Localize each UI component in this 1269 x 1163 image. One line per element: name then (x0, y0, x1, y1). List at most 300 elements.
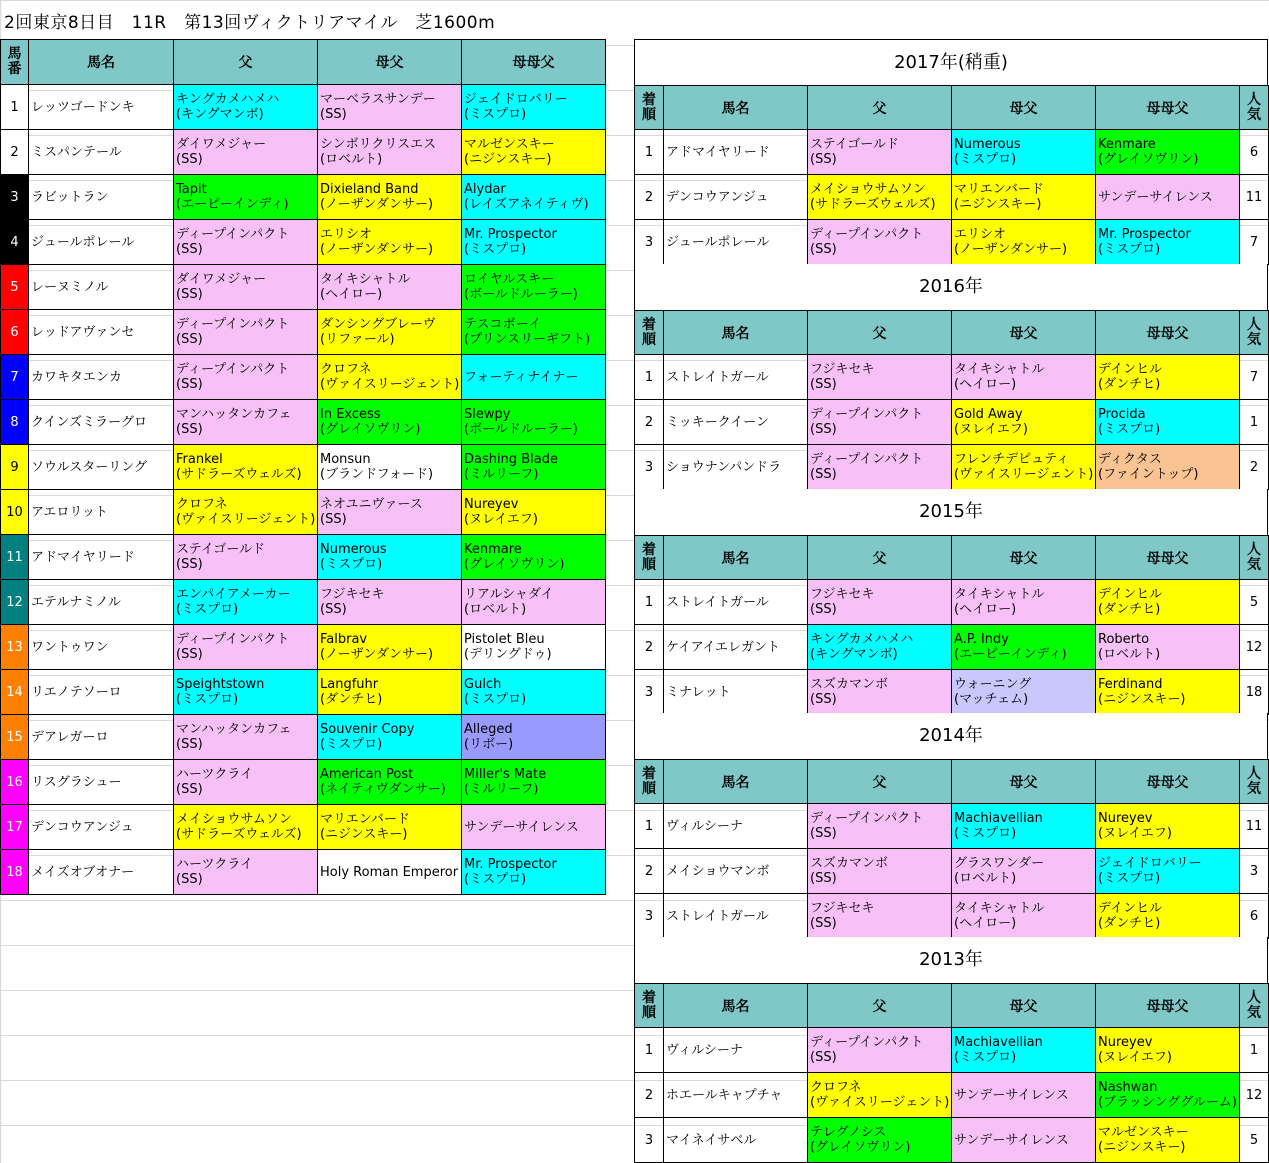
table-row (1, 400, 606, 445)
year-header: 2014年 (634, 713, 1268, 759)
dam-dam-sire-cell-line: サンデーサイレンス (464, 819, 579, 835)
col-header-name: 馬名 (664, 984, 808, 1028)
sire-cell-line: (SS) (810, 916, 837, 931)
sire-cell (174, 310, 318, 355)
sire-cell-line: フジキセキ (810, 901, 875, 916)
horse-name: カワキタエンカ (29, 355, 174, 400)
dam-sire-cell (952, 1118, 1096, 1163)
results-table (634, 759, 1269, 939)
finish-rank: 3 (635, 445, 664, 490)
popularity: 18 (1240, 670, 1269, 715)
dam-sire-cell (952, 400, 1096, 445)
horse-number: 13 (1, 625, 29, 670)
col-header-dam-dam-sire: 母母父 (1096, 86, 1240, 130)
sire-cell-line: (SS) (810, 826, 837, 841)
col-header-name: 馬名 (664, 311, 808, 355)
col-header-popularity: 人気 (1240, 536, 1269, 580)
results-table (634, 310, 1269, 490)
horse-number: 16 (1, 760, 29, 805)
table-row (635, 445, 1269, 490)
dam-dam-sire-cell-line: (ボールドルーラー) (464, 287, 578, 302)
dam-sire-cell-line: タイキシャトル (320, 272, 411, 287)
horse-name: デアレガーロ (29, 715, 174, 760)
col-header-dam-sire: 母父 (952, 86, 1096, 130)
horse-number: 9 (1, 445, 29, 490)
dam-sire-cell-line: (ロベルト) (954, 871, 1017, 886)
dam-dam-sire-cell (462, 580, 606, 625)
table-row (1, 670, 606, 715)
dam-sire-cell (952, 175, 1096, 220)
sire-cell-line: (SS) (176, 152, 203, 167)
horse-name: ジュールポレール (664, 220, 808, 265)
sire-cell-line: ディープインパクト (810, 227, 924, 242)
dam-dam-sire-cell (462, 400, 606, 445)
dam-dam-sire-cell-line: (ミスプロ) (464, 872, 527, 887)
sire-cell-line: フジキセキ (810, 587, 875, 602)
sire-cell-line: ハーツクライ (176, 857, 253, 872)
finish-rank: 2 (635, 400, 664, 445)
dam-sire-cell (318, 355, 462, 400)
dam-dam-sire-cell (1096, 625, 1240, 670)
dam-dam-sire-cell (462, 175, 606, 220)
dam-sire-cell-line: シンボリクリスエス (320, 137, 437, 152)
sire-cell (174, 670, 318, 715)
dam-sire-cell-line: (リファール) (320, 332, 395, 347)
col-header-name: 馬名 (664, 86, 808, 130)
sire-cell-line: ディープインパクト (810, 452, 924, 467)
dam-dam-sire-cell-line: Nureyev (1098, 811, 1153, 826)
dam-dam-sire-cell-line: (ミルリーフ) (464, 782, 539, 797)
col-header-name: 馬名 (29, 40, 174, 85)
dam-dam-sire-cell-line: Nureyev (464, 497, 519, 512)
dam-sire-cell-line: (SS) (320, 602, 347, 617)
dam-sire-cell (952, 894, 1096, 939)
col-header-dam-dam-sire: 母母父 (1096, 760, 1240, 804)
dam-dam-sire-cell-line: Nashwan (1098, 1080, 1158, 1095)
dam-sire-cell-line: American Post (320, 767, 414, 782)
horse-name: ケイアイエレガント (664, 625, 808, 670)
dam-sire-cell-line: マーベラスサンデー (320, 92, 436, 107)
sire-cell (808, 1118, 952, 1163)
horse-name: ラビットラン (29, 175, 174, 220)
year-header: 2015年 (634, 489, 1268, 535)
sire-cell-line: (ミスプロ) (176, 692, 239, 707)
table-row (1, 625, 606, 670)
sire-cell-line: Speightstown (176, 677, 265, 692)
sire-cell-line: エンパイアメーカー (176, 587, 291, 602)
horse-name: アドマイヤリード (664, 130, 808, 175)
sire-cell (808, 445, 952, 490)
sire-cell-line: クロフネ (176, 497, 228, 512)
sire-cell (808, 894, 952, 939)
sire-cell-line: メイショウサムソン (176, 812, 292, 827)
table-row (635, 400, 1269, 445)
table-row (1, 130, 606, 175)
dam-dam-sire-cell-line: (ニジンスキー) (464, 152, 552, 167)
dam-sire-cell-line: (ノーザンダンサー) (320, 242, 434, 257)
horse-name: メイズオブオナー (29, 850, 174, 895)
finish-rank: 3 (635, 1118, 664, 1163)
sire-cell-line: メイショウサムソン (810, 182, 926, 197)
horse-name: ミスパンテール (29, 130, 174, 175)
horse-name: デンコウアンジュ (664, 175, 808, 220)
dam-dam-sire-cell-line: (ダンチヒ) (1098, 377, 1161, 392)
dam-dam-sire-cell-line: デインヒル (1098, 587, 1163, 602)
sire-cell (808, 130, 952, 175)
dam-dam-sire-cell-line: (ニジンスキー) (1098, 692, 1186, 707)
col-header-dam-sire: 母父 (952, 984, 1096, 1028)
dam-dam-sire-cell-line: (ファイントップ) (1098, 467, 1199, 482)
dam-sire-cell-line: (ヴァイスリージェント) (320, 377, 460, 392)
col-header-name: 馬名 (664, 536, 808, 580)
dam-dam-sire-cell-line: (ミスプロ) (1098, 242, 1161, 257)
table-row (1, 580, 606, 625)
dam-dam-sire-cell-line: Mr. Prospector (1098, 227, 1191, 242)
horse-name: レーヌミノル (29, 265, 174, 310)
dam-sire-cell (952, 1028, 1096, 1073)
dam-dam-sire-cell-line: (ニジンスキー) (1098, 1140, 1186, 1155)
dam-sire-cell-line: エリシオ (954, 227, 1007, 242)
dam-sire-cell (318, 625, 462, 670)
dam-sire-cell (318, 220, 462, 265)
dam-sire-cell-line: (ミスプロ) (954, 1050, 1017, 1065)
horse-name: ジュールポレール (29, 220, 174, 265)
popularity: 5 (1240, 1118, 1269, 1163)
sire-cell-line: (SS) (176, 332, 203, 347)
table-row (1, 265, 606, 310)
dam-dam-sire-cell-line: Mr. Prospector (464, 227, 557, 242)
horse-number: 1 (1, 85, 29, 130)
sire-cell (174, 265, 318, 310)
entries-table (0, 39, 606, 895)
sire-cell-line: ディープインパクト (810, 1035, 924, 1050)
horse-name: デンコウアンジュ (29, 805, 174, 850)
table-row (635, 894, 1269, 939)
sire-cell (808, 175, 952, 220)
sire-cell-line: ダイワメジャー (176, 137, 267, 152)
col-header-rank: 着順 (635, 984, 664, 1028)
dam-sire-cell-line: サンデーサイレンス (954, 1087, 1069, 1103)
sheet-title: 2回東京8日目 11R 第13回ヴィクトリアマイル 芝1600m (4, 13, 496, 33)
horse-name: レッドアヴァンセ (29, 310, 174, 355)
dam-sire-cell-line: Monsun (320, 452, 371, 467)
sire-cell-line: キングカメハメハ (176, 92, 280, 107)
dam-sire-cell-line: ダンシングブレーヴ (320, 317, 436, 332)
dam-sire-cell-line: (SS) (320, 107, 347, 122)
sire-cell-line: (SS) (176, 782, 203, 797)
sire-cell (174, 850, 318, 895)
dam-dam-sire-cell (462, 535, 606, 580)
results-table (634, 535, 1269, 715)
table-row (635, 849, 1269, 894)
col-header-dam-dam-sire: 母母父 (1096, 536, 1240, 580)
dam-sire-cell (318, 445, 462, 490)
table-row (1, 490, 606, 535)
dam-dam-sire-cell-line: (ロベルト) (464, 602, 527, 617)
dam-dam-sire-cell (1096, 1118, 1240, 1163)
year-header: 2016年 (634, 264, 1268, 310)
dam-sire-cell (952, 445, 1096, 490)
dam-sire-cell-line: (ヘイロー) (954, 377, 1017, 392)
dam-dam-sire-cell (462, 490, 606, 535)
table-row (1, 850, 606, 895)
sire-cell-line: (SS) (810, 871, 837, 886)
col-header-name: 馬名 (664, 760, 808, 804)
dam-sire-cell (952, 130, 1096, 175)
dam-sire-cell-line: (ミスプロ) (954, 152, 1017, 167)
sire-cell (808, 1073, 952, 1118)
table-row (635, 175, 1269, 220)
sire-cell (174, 625, 318, 670)
sire-cell-line: (キングマンボ) (810, 647, 898, 662)
dam-sire-cell-line: Souvenir Copy (320, 722, 415, 737)
sire-cell-line: ステイゴールド (810, 137, 900, 152)
dam-sire-cell-line: マリエンバード (954, 182, 1044, 197)
dam-sire-cell-line: In Excess (320, 407, 381, 422)
sire-cell-line: スズカマンボ (810, 856, 889, 871)
table-row (635, 580, 1269, 625)
finish-rank: 2 (635, 175, 664, 220)
finish-rank: 3 (635, 670, 664, 715)
col-header-dam-dam-sire: 母母父 (1096, 311, 1240, 355)
table-row (635, 625, 1269, 670)
col-header-rank: 着順 (635, 760, 664, 804)
col-header-num: 馬番 (1, 40, 29, 85)
table-row (1, 220, 606, 265)
sire-cell (174, 175, 318, 220)
sire-cell (174, 445, 318, 490)
dam-dam-sire-cell (1096, 849, 1240, 894)
col-header-sire: 父 (808, 311, 952, 355)
results-table (634, 983, 1269, 1163)
finish-rank: 3 (635, 220, 664, 265)
sire-cell-line: マンハッタンカフェ (176, 407, 292, 422)
dam-dam-sire-cell (1096, 670, 1240, 715)
sire-cell-line: (ミスプロ) (176, 602, 239, 617)
dam-sire-cell-line: タイキシャトル (954, 362, 1045, 377)
sire-cell (174, 400, 318, 445)
sire-cell-line: (SS) (176, 557, 203, 572)
sire-cell-line: (SS) (810, 422, 837, 437)
sire-cell-line: フジキセキ (810, 362, 875, 377)
col-header-rank: 着順 (635, 536, 664, 580)
col-header-dam-sire: 母父 (952, 311, 1096, 355)
dam-dam-sire-cell-line: マルゼンスキー (1098, 1125, 1189, 1140)
dam-dam-sire-cell-line: Miller's Mate (464, 767, 547, 782)
table-row (635, 355, 1269, 400)
sire-cell (174, 760, 318, 805)
dam-sire-cell (318, 400, 462, 445)
sire-cell (808, 400, 952, 445)
horse-number: 11 (1, 535, 29, 580)
dam-sire-cell-line: タイキシャトル (954, 587, 1045, 602)
dam-dam-sire-cell-line: ディクタス (1098, 452, 1162, 467)
dam-sire-cell-line: (エーピーインディ) (954, 647, 1067, 662)
dam-dam-sire-cell-line: Alydar (464, 182, 506, 197)
sire-cell-line: ディープインパクト (810, 811, 924, 826)
dam-dam-sire-cell (462, 805, 606, 850)
sire-cell (808, 1028, 952, 1073)
dam-dam-sire-cell-line: テスコボーイ (464, 317, 542, 332)
dam-dam-sire-cell (1096, 175, 1240, 220)
dam-dam-sire-cell-line: (デリングドゥ) (464, 647, 552, 662)
table-row (1, 85, 606, 130)
table-row (635, 1073, 1269, 1118)
sire-cell (174, 535, 318, 580)
sire-cell-line: (SS) (810, 467, 837, 482)
dam-dam-sire-cell (462, 625, 606, 670)
dam-dam-sire-cell (462, 130, 606, 175)
dam-dam-sire-cell-line: (ダンチヒ) (1098, 602, 1161, 617)
dam-sire-cell-line: グラスワンダー (954, 856, 1045, 871)
dam-sire-cell-line: (ノーザンダンサー) (320, 197, 434, 212)
dam-sire-cell-line: A.P. Indy (954, 632, 1009, 647)
dam-dam-sire-cell (1096, 355, 1240, 400)
sire-cell-line: (SS) (810, 152, 837, 167)
sire-cell-line: ハーツクライ (176, 767, 253, 782)
dam-sire-cell-line: Dixieland Band (320, 182, 419, 197)
dam-sire-cell (952, 355, 1096, 400)
dam-sire-cell (318, 175, 462, 220)
horse-name: クインズミラーグロ (29, 400, 174, 445)
dam-sire-cell-line: (ロベルト) (320, 152, 383, 167)
sire-cell-line: (キングマンボ) (176, 107, 264, 122)
dam-dam-sire-cell-line: (ダンチヒ) (1098, 916, 1161, 931)
popularity: 11 (1240, 175, 1269, 220)
horse-number: 17 (1, 805, 29, 850)
dam-dam-sire-cell-line: Kenmare (1098, 137, 1156, 152)
year-header: 2017年(稍重) (634, 39, 1268, 85)
table-row (635, 130, 1269, 175)
horse-name: ホエールキャプチャ (664, 1073, 808, 1118)
sire-cell-line: (SS) (176, 242, 203, 257)
table-row (1, 535, 606, 580)
sire-cell-line: (SS) (176, 737, 203, 752)
horse-number: 18 (1, 850, 29, 895)
finish-rank: 2 (635, 849, 664, 894)
dam-sire-cell-line: クロフネ (320, 362, 372, 377)
dam-dam-sire-cell-line: (プリンスリーギフト) (464, 332, 591, 347)
dam-sire-cell-line: Machiavellian (954, 1035, 1043, 1050)
dam-sire-cell-line: (ノーザンダンサー) (954, 242, 1068, 257)
dam-dam-sire-cell (462, 850, 606, 895)
sire-cell (808, 580, 952, 625)
sire-cell-line: (サドラーズウェルズ) (176, 467, 302, 482)
col-header-popularity: 人気 (1240, 311, 1269, 355)
popularity: 1 (1240, 1028, 1269, 1073)
dam-dam-sire-cell-line: Kenmare (464, 542, 522, 557)
dam-sire-cell (952, 670, 1096, 715)
dam-sire-cell-line: (ヌレイエフ) (954, 422, 1028, 437)
sire-cell-line: ダイワメジャー (176, 272, 267, 287)
dam-sire-cell (952, 1073, 1096, 1118)
col-header-popularity: 人気 (1240, 760, 1269, 804)
dam-sire-cell-line: Langfuhr (320, 677, 379, 692)
table-row (635, 670, 1269, 715)
dam-dam-sire-cell-line: Alleged (464, 722, 513, 737)
dam-dam-sire-cell-line: (ロベルト) (1098, 647, 1161, 662)
dam-sire-cell-line: ネオユニヴァース (320, 497, 423, 512)
sire-cell-line: (SS) (176, 872, 203, 887)
dam-dam-sire-cell-line: (レイズアネイティヴ) (464, 197, 589, 212)
popularity: 2 (1240, 445, 1269, 490)
col-header-sire: 父 (174, 40, 318, 85)
col-header-dam-sire: 母父 (952, 760, 1096, 804)
horse-number: 14 (1, 670, 29, 715)
sire-cell-line: (エーピーインディ) (176, 197, 289, 212)
dam-dam-sire-cell-line: Slewpy (464, 407, 511, 422)
dam-sire-cell-line: Numerous (320, 542, 387, 557)
dam-dam-sire-cell-line: (ボールドルーラー) (464, 422, 578, 437)
sire-cell-line: (SS) (176, 647, 203, 662)
table-row (635, 1118, 1269, 1163)
dam-sire-cell-line: Machiavellian (954, 811, 1043, 826)
dam-dam-sire-cell (1096, 804, 1240, 849)
dam-dam-sire-cell (1096, 445, 1240, 490)
dam-sire-cell-line: (ヴァイスリージェント) (954, 467, 1094, 482)
dam-dam-sire-cell-line: (ミスプロ) (1098, 871, 1161, 886)
sire-cell-line: テレグノシス (810, 1125, 887, 1140)
dam-dam-sire-cell-line: (リボー) (464, 737, 514, 752)
dam-dam-sire-cell-line: (ヌレイエフ) (1098, 1050, 1172, 1065)
dam-sire-cell (952, 220, 1096, 265)
dam-sire-cell-line: Numerous (954, 137, 1021, 152)
sire-cell-line: ディープインパクト (176, 362, 290, 377)
table-row (1, 175, 606, 220)
dam-sire-cell-line: (ノーザンダンサー) (320, 647, 434, 662)
dam-sire-cell (318, 490, 462, 535)
dam-sire-cell-line: (グレイソヴリン) (320, 422, 421, 437)
table-row (635, 1028, 1269, 1073)
dam-dam-sire-cell-line: Gulch (464, 677, 502, 692)
horse-name: ヴィルシーナ (664, 804, 808, 849)
dam-sire-cell-line: (ヘイロー) (320, 287, 383, 302)
dam-sire-cell (952, 804, 1096, 849)
horse-name: レッツゴードンキ (29, 85, 174, 130)
sire-cell-line: (SS) (810, 1050, 837, 1065)
sire-cell-line: Tapit (176, 182, 207, 197)
dam-dam-sire-cell-line: (ミルリーフ) (464, 467, 539, 482)
sire-cell-line: (SS) (810, 242, 837, 257)
dam-sire-cell-line: (ニジンスキー) (954, 197, 1042, 212)
dam-dam-sire-cell (462, 715, 606, 760)
dam-sire-cell-line: (ブランドフォード) (320, 467, 434, 482)
dam-sire-cell-line: フレンチデピュティ (954, 452, 1070, 467)
dam-dam-sire-cell-line: (グレイソヴリン) (464, 557, 565, 572)
horse-number: 10 (1, 490, 29, 535)
sire-cell-line: (ヴァイスリージェント) (810, 1095, 950, 1110)
dam-dam-sire-cell-line: デインヒル (1098, 362, 1163, 377)
dam-dam-sire-cell-line: Ferdinand (1098, 677, 1163, 692)
finish-rank: 3 (635, 894, 664, 939)
col-header-sire: 父 (808, 536, 952, 580)
col-header-sire: 父 (808, 760, 952, 804)
sire-cell-line: (SS) (810, 602, 837, 617)
dam-dam-sire-cell (1096, 130, 1240, 175)
horse-name: メイショウマンボ (664, 849, 808, 894)
dam-sire-cell (318, 265, 462, 310)
dam-sire-cell (318, 85, 462, 130)
col-header-popularity: 人気 (1240, 86, 1269, 130)
col-header-sire: 父 (808, 984, 952, 1028)
col-header-dam-dam-sire: 母母父 (1096, 984, 1240, 1028)
sire-cell-line: ディープインパクト (176, 227, 290, 242)
finish-rank: 1 (635, 580, 664, 625)
sire-cell-line: クロフネ (810, 1080, 862, 1095)
dam-dam-sire-cell-line: Nureyev (1098, 1035, 1153, 1050)
dam-sire-cell (952, 580, 1096, 625)
dam-dam-sire-cell (1096, 894, 1240, 939)
